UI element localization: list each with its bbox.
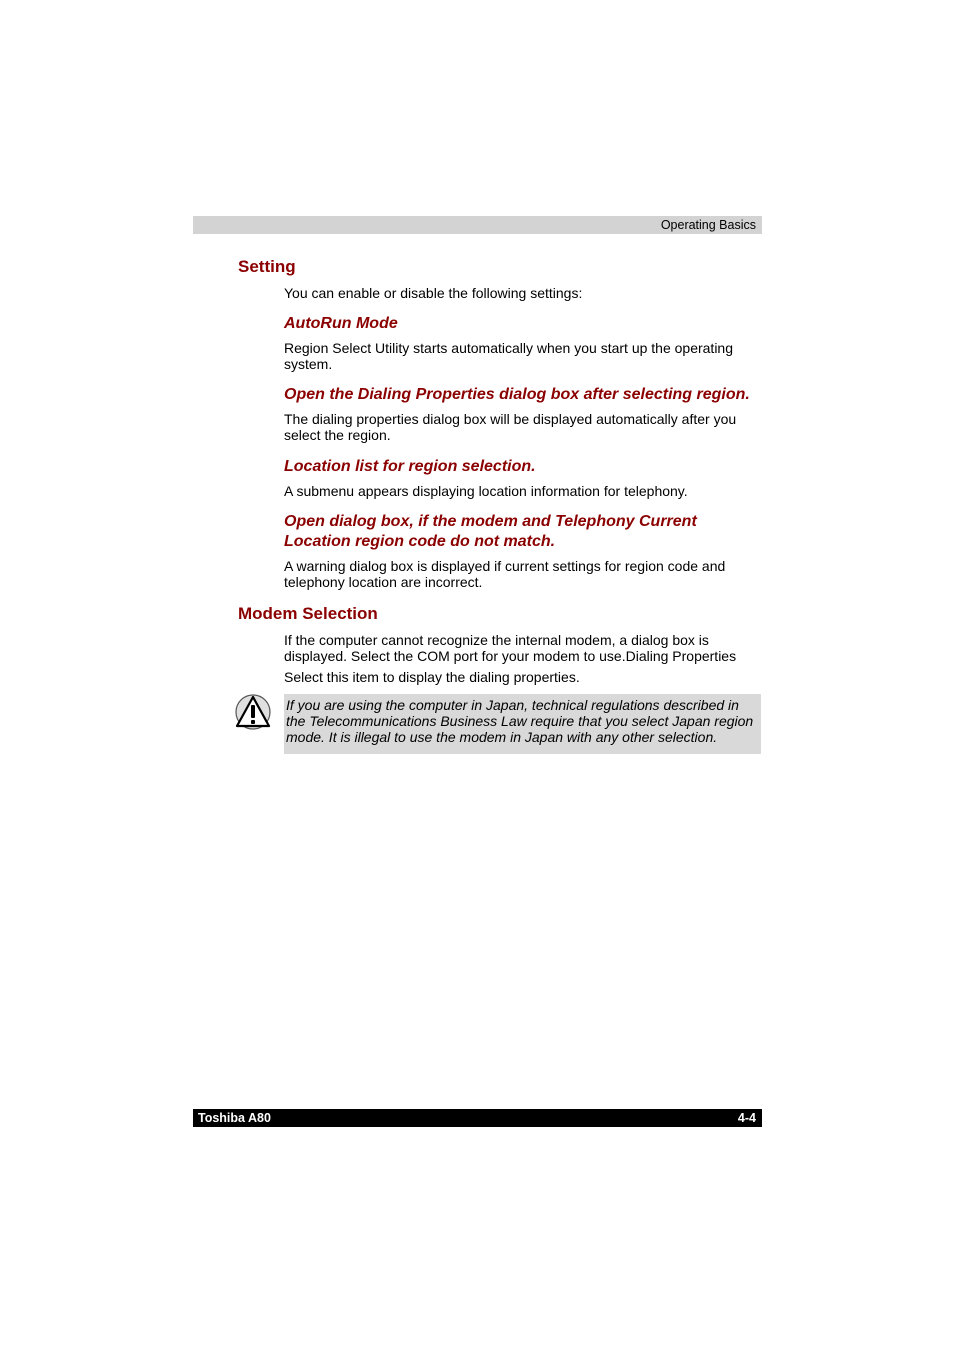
location-list-heading: Location list for region selection. bbox=[284, 458, 536, 475]
page-number: 4-4 bbox=[737, 1111, 756, 1125]
location-list-body: A submenu appears displaying location information for telephony. bbox=[284, 483, 688, 499]
modem-selection-body: If the computer cannot recognize the internal modem, a dialog box is displayed. Select the COM port for your modem to use.Dialing Properties bbox=[284, 632, 737, 664]
dialing-properties-heading: Open the Dialing Properties dialog box after selecting region. bbox=[284, 386, 750, 403]
setting-intro: You can enable or disable the following settings: bbox=[284, 285, 583, 301]
page-footer bbox=[193, 1109, 762, 1127]
region-mismatch-body: A warning dialog box is displayed if current settings for region code and telephony location are incorrect. bbox=[284, 558, 726, 590]
footer-product: Toshiba A80 bbox=[198, 1111, 271, 1125]
setting-heading: Setting bbox=[238, 257, 296, 276]
japan-regulation-note bbox=[284, 694, 761, 754]
autorun-body: Region Select Utility starts automatically when you start up the operating system. bbox=[284, 340, 734, 372]
modem-selection-heading: Modem Selection bbox=[238, 604, 378, 623]
warning-icon bbox=[234, 693, 272, 731]
note-text: If you are using the computer in Japan, technical regulations described in the Telecommunications Business Law require that you select Japan region mode. It is illegal to use the modem in Japan with any other selection. bbox=[286, 697, 754, 745]
autorun-heading: AutoRun Mode bbox=[284, 315, 398, 332]
region-mismatch-heading: Open dialog box, if the modem and Telephony Current Location region code do not match. bbox=[284, 513, 697, 550]
running-header bbox=[193, 216, 762, 234]
dialing-properties-body: The dialing properties dialog box will be displayed automatically after you select the region. bbox=[284, 411, 737, 443]
header-section: Operating Basics bbox=[660, 218, 756, 232]
modem-selection-body2: Select this item to display the dialing properties. bbox=[284, 669, 580, 685]
